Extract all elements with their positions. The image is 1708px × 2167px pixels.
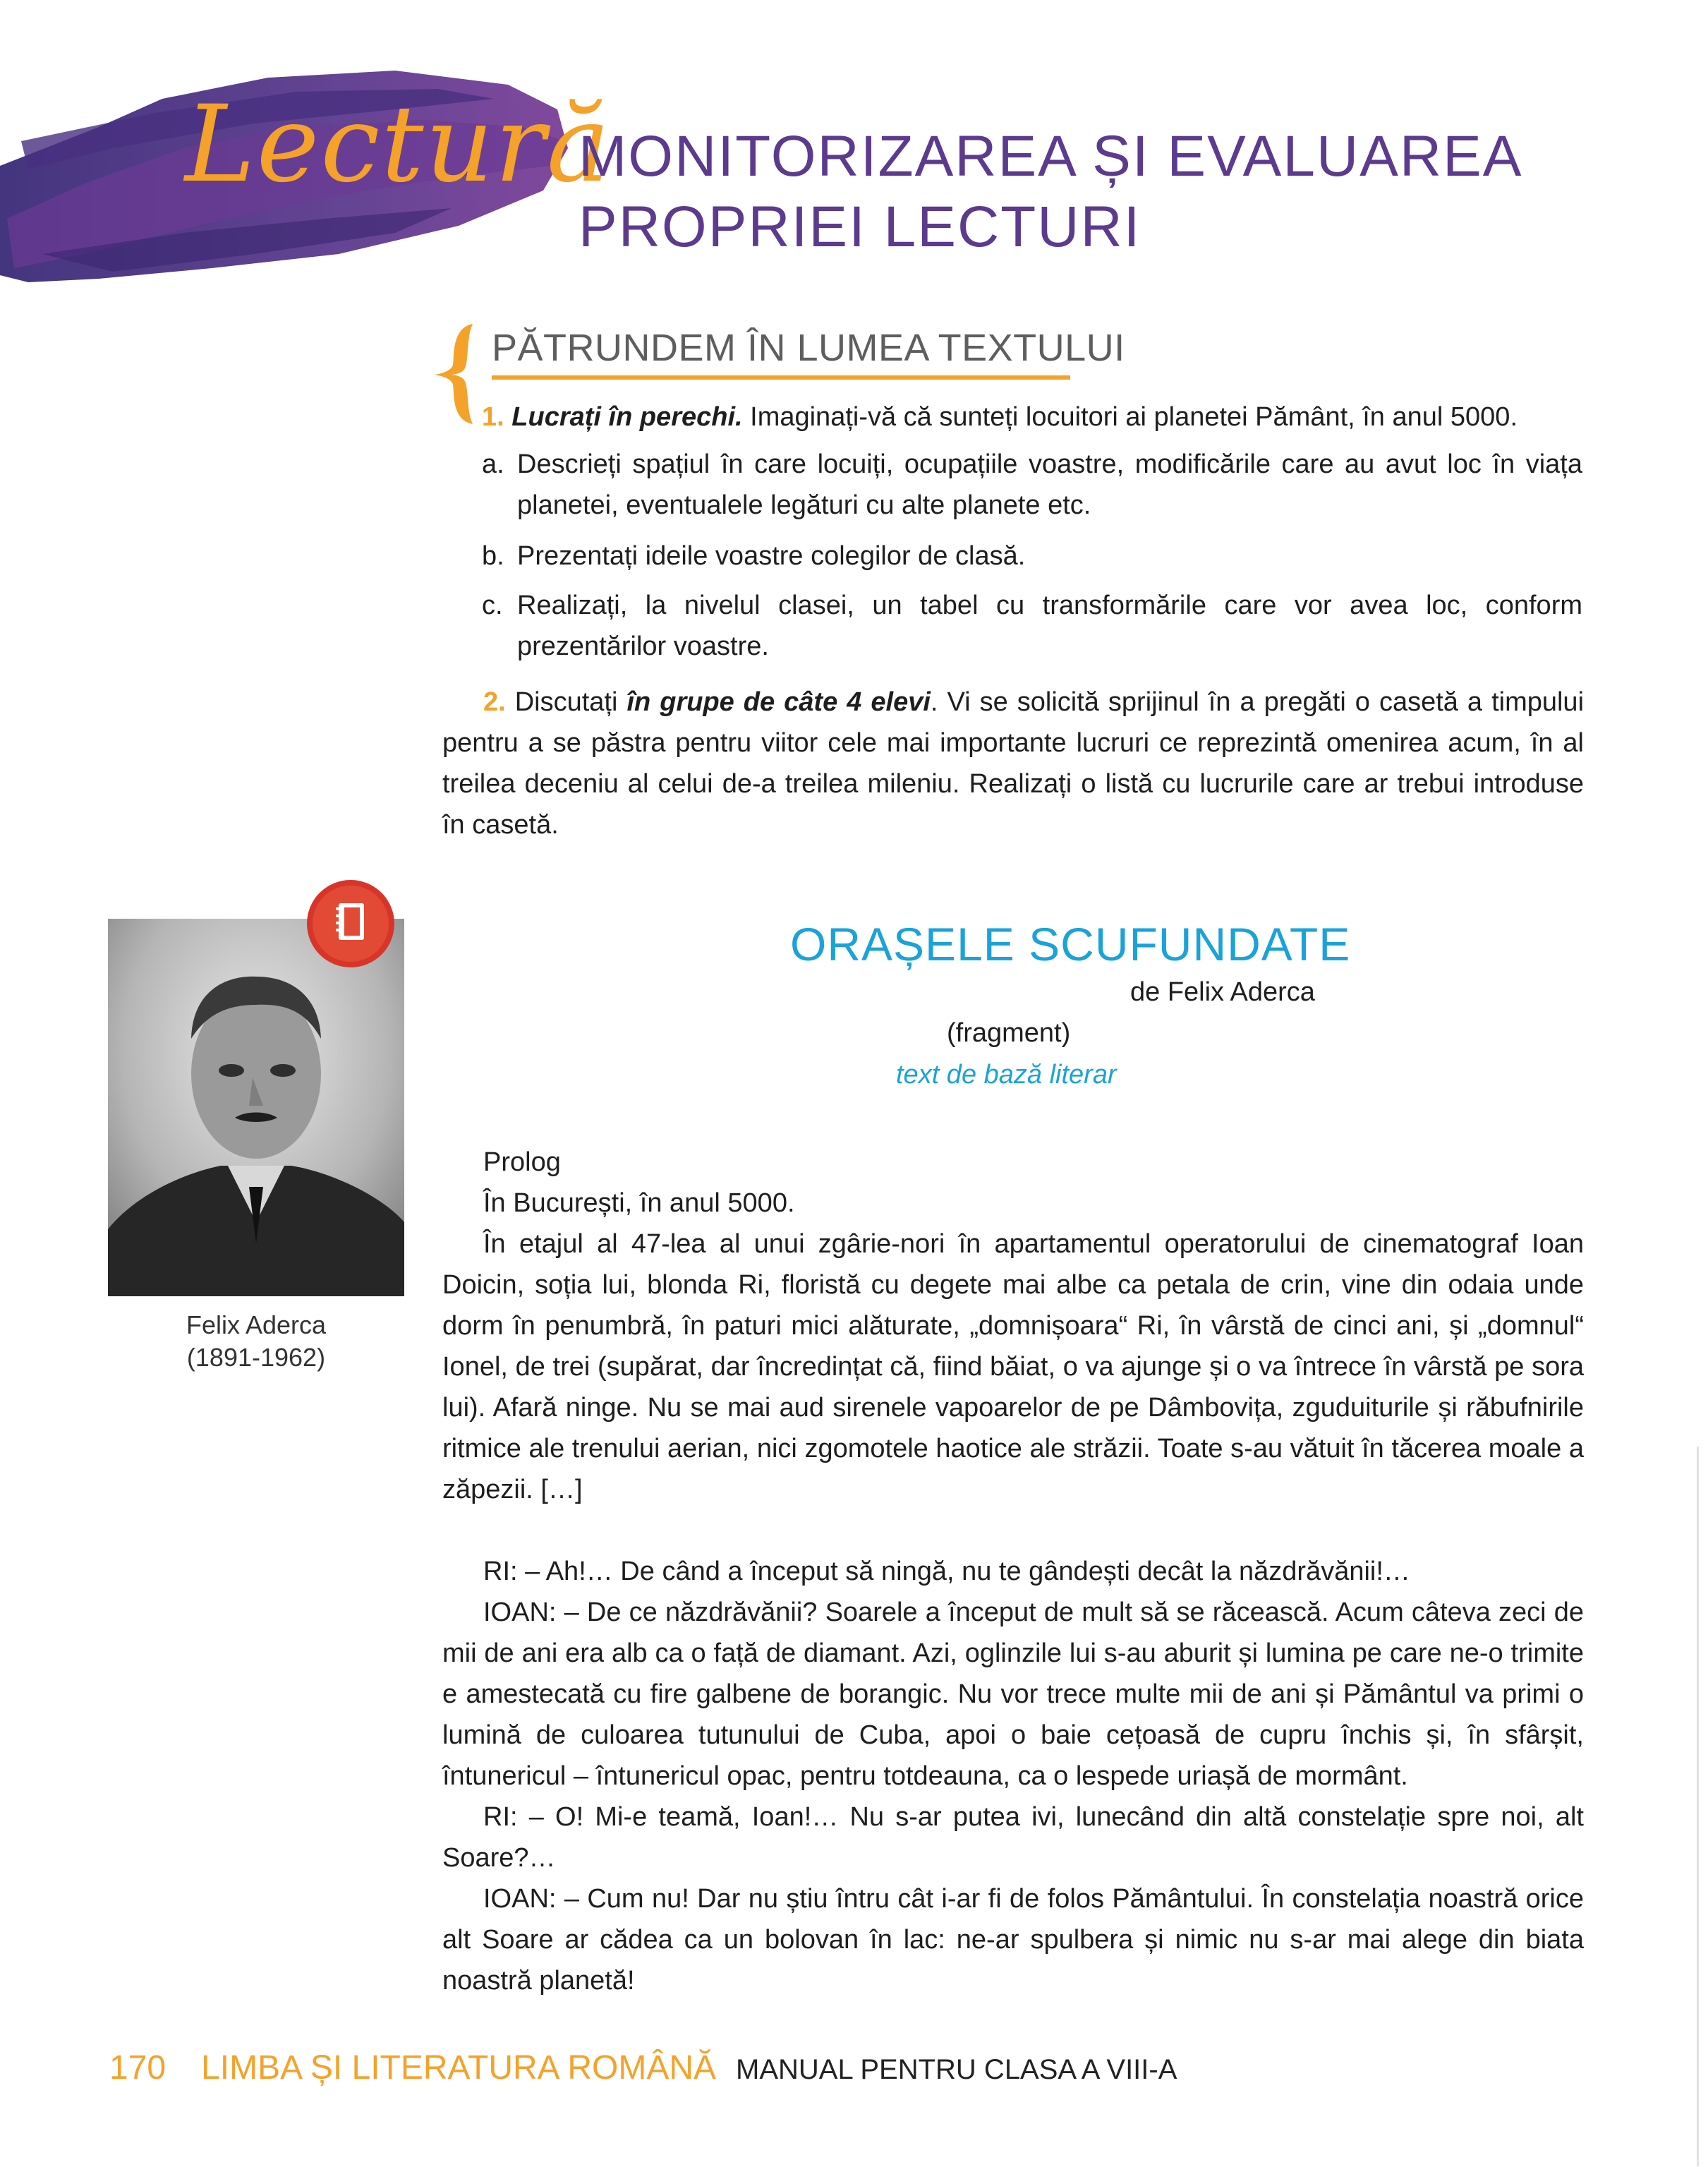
exercise-1-item-b bbox=[482, 536, 1582, 577]
page-title bbox=[579, 121, 1523, 262]
story-paragraph: RI: – Ah!… De când a început să ningă, nu te gândești decât la năzdrăvănii!… bbox=[483, 1557, 1410, 1586]
page-title-line-1: MONITORIZAREA ȘI EVALUAREA bbox=[579, 124, 1523, 188]
story-paragraph: IOAN: – Cum nu! Dar nu știu întru cât i-ar fi de folos Pământului. În constelația noastră orice alt Soare ar cădea ca un bolovan în lac: ne-ar spulbera și nimic nu s-ar mai alege din biata noastră planetă! bbox=[442, 1884, 1584, 1996]
exercise-2-emphasis: în grupe de câte 4 elevi bbox=[626, 687, 931, 717]
story-paragraph: RI: – O! Mi-e teamă, Ioan!… Nu s-ar putea ivi, lunecând din altă constelație spre noi, alt Soare?… bbox=[442, 1802, 1584, 1873]
exercise-1-item-a bbox=[482, 444, 1582, 526]
story-paragraph: Prolog bbox=[483, 1147, 561, 1177]
page-edge-line bbox=[1697, 1447, 1699, 2166]
exercise-2-number: 2. bbox=[483, 687, 506, 717]
item-label: c. bbox=[482, 591, 503, 620]
exercise-1-lead: Lucrați în perechi. bbox=[511, 402, 743, 432]
exercise-1-text: Imaginați-vă că sunteți locuitori ai planetei Pământ, în anul 5000. bbox=[742, 402, 1518, 432]
section-word-lectura: Lectură bbox=[185, 83, 612, 206]
story-paragraph: În etajul al 47-lea al unui zgârie-nori în apartamentul operatorului de cinematograf Ioan Doicin, soția lui, blonda Ri, floristă cu degete mai albe ca petala de crin, vine din odaia unde dorm în penumbră, în paturi mici alăturate, „domnișoara“ Ri, în vârstă de cinci ani, și „domnul“ Ionel, de trei (supărat, dar încredințat că, fiind băiat, o va ajunge și o va întrece în vârstă pe sora lui). Afară ninge. Nu se mai aud sirenele vapoarelor de pe Dâmbovița, zguduiturile și răbufnirile ritmice ale trenului aerian, nici zgomotele haotice ale străzii. Toate s-au vătuit în tăcerea moale a zăpezii. […] bbox=[442, 1229, 1584, 1504]
story-author: de Felix Aderca bbox=[1130, 977, 1315, 1007]
footer-subject: LIMBA ȘI LITERATURA ROMÂNĂ bbox=[201, 2049, 717, 2087]
page-title-line-2: PROPRIEI LECTURI bbox=[579, 195, 1141, 259]
exercise-1-number: 1. bbox=[482, 402, 504, 432]
item-text: Descrieți spațiul în care locuiți, ocupațiile voastre, modificările care au avut loc în viața planetei, eventualele legături cu alte planete etc. bbox=[517, 449, 1582, 520]
story-paragraph: IOAN: – De ce năzdrăvănii? Soarele a început de mult să se răcească. Acum câteva zeci de mii de ani era alb ca o față de diamant. Azi, oglinzile lui s-au aburit și lumina pe care ne-o trimite e amestecată cu fire galbene de borangic. Nu vor trece multe mii de ani și Pământul va primi o lumină de culoarea tutunului de Cuba, apoi o baie cețoasă de cupru închis și, în sfârșit, întunericul – întunericul opac, pentru totdeauna, ca o lespede uriașă de mormânt. bbox=[442, 1598, 1584, 1791]
story-type-label: text de bază literar bbox=[896, 1060, 1117, 1089]
exercise-1-item-c bbox=[482, 585, 1582, 667]
exercise-1-prompt bbox=[482, 397, 1518, 437]
page-number: 170 bbox=[109, 2049, 166, 2087]
story-text bbox=[442, 1142, 1584, 2001]
item-text: Prezentați ideile voastre colegilor de clasă. bbox=[517, 541, 1026, 571]
story-title: ORAȘELE SCUFUNDATE bbox=[790, 918, 1351, 970]
section-underline bbox=[492, 375, 1070, 380]
author-caption bbox=[108, 1309, 404, 1374]
orange-bracket-icon bbox=[430, 321, 487, 427]
author-name: Felix Aderca bbox=[186, 1310, 327, 1339]
item-label: b. bbox=[482, 541, 504, 571]
author-years: (1891-1962) bbox=[186, 1343, 326, 1372]
item-label: a. bbox=[482, 449, 504, 479]
item-text: Realizați, la nivelul clasei, un tabel cu transformările care vor avea loc, conform prezentărilor voastre. bbox=[517, 591, 1582, 661]
footer-manual: MANUAL PENTRU CLASA A VIII-A bbox=[736, 2054, 1177, 2085]
story-fragment-label: (fragment) bbox=[947, 1018, 1071, 1048]
exercise-2-prompt bbox=[442, 682, 1584, 845]
author-portrait bbox=[108, 919, 404, 1296]
exercise-2-pre: Discutați bbox=[505, 687, 627, 717]
story-paragraph: În București, în anul 5000. bbox=[483, 1188, 795, 1218]
exercise-2-text: . Vi se solicită sprijinul în a pregăti o casetă a timpului pentru a se păstra pentru viitor cele mai importante lucruri ce reprezintă omenirea acum, în al treilea deceniu al celui de-a treilea mileniu. Realizați o listă cu lucrurile care ar trebui introduse în casetă. bbox=[442, 687, 1585, 840]
section-heading: PĂTRUNDEM ÎN LUMEA TEXTULUI bbox=[492, 327, 1125, 369]
page-footer bbox=[109, 2048, 1177, 2087]
notebook-icon bbox=[305, 878, 396, 970]
